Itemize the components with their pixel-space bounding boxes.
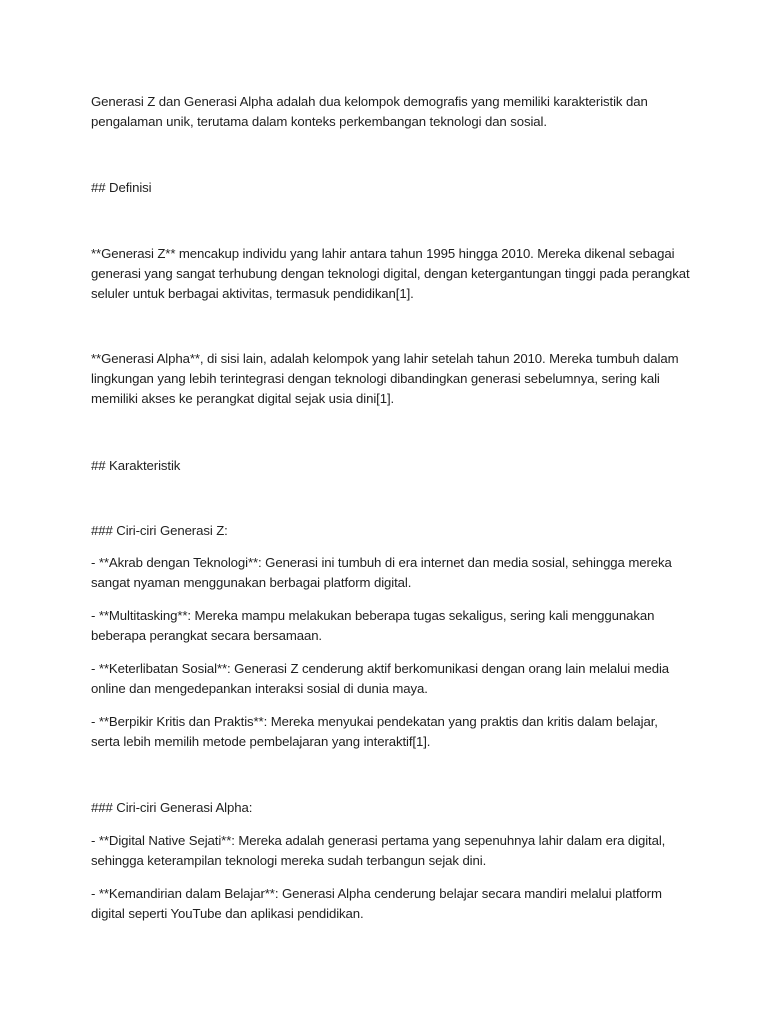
text-line: digital seperti YouTube dan aplikasi pendidikan. <box>91 906 364 921</box>
text-line: - **Berpikir Kritis dan Praktis**: Mereka menyukai pendekatan yang praktis dan kritis dalam belajar, <box>91 714 658 729</box>
text-line: - **Digital Native Sejati**: Mereka adalah generasi pertama yang sepenuhnya lahir dalam era digital, <box>91 833 666 848</box>
heading-karakteristik: ## Karakteristik <box>91 458 181 473</box>
text-line: **Generasi Alpha**, di sisi lain, adalah kelompok yang lahir setelah tahun 2010. Mereka tumbuh dalam <box>91 351 679 366</box>
text-line: beberapa perangkat secara bersamaan. <box>91 628 323 643</box>
text-line: pengalaman unik, terutama dalam konteks perkembangan teknologi dan sosial. <box>91 114 547 129</box>
text-line: - **Multitasking**: Mereka mampu melakukan beberapa tugas sekaligus, sering kali menggunakan <box>91 608 655 623</box>
text-line: Generasi Z dan Generasi Alpha adalah dua kelompok demografis yang memiliki karakteristik dan <box>91 94 648 109</box>
text-line: serta lebih memilih metode pembelajaran yang interaktif[1]. <box>91 734 431 749</box>
heading-ciri-generasi-alpha: ### Ciri-ciri Generasi Alpha: <box>91 800 253 815</box>
heading-ciri-generasi-z: ### Ciri-ciri Generasi Z: <box>91 523 228 538</box>
heading-definisi: ## Definisi <box>91 180 152 195</box>
text-line: sangat nyaman menggunakan berbagai platform digital. <box>91 575 412 590</box>
text-line: seluler untuk berbagai aktivitas, termasuk pendidikan[1]. <box>91 286 414 301</box>
text-line: memiliki akses ke perangkat digital sejak usia dini[1]. <box>91 391 395 406</box>
text-line: online dan mengedepankan interaksi sosial di dunia maya. <box>91 681 428 696</box>
text-line: **Generasi Z** mencakup individu yang lahir antara tahun 1995 hingga 2010. Mereka dikenal sebagai <box>91 246 675 261</box>
text-line: generasi yang sangat terhubung dengan teknologi digital, dengan ketergantungan tinggi pada perangkat <box>91 266 690 281</box>
text-line: sehingga keterampilan teknologi mereka sudah terbangun sejak dini. <box>91 853 487 868</box>
text-line: - **Akrab dengan Teknologi**: Generasi ini tumbuh di era internet dan media sosial, sehingga mereka <box>91 555 672 570</box>
text-line: lingkungan yang lebih terintegrasi dengan teknologi dibandingkan generasi sebelumnya, sering kali <box>91 371 660 386</box>
text-line: - **Kemandirian dalam Belajar**: Generasi Alpha cenderung belajar secara mandiri melalui platform <box>91 886 662 901</box>
text-line: - **Keterlibatan Sosial**: Generasi Z cenderung aktif berkomunikasi dengan orang lain melalui media <box>91 661 670 676</box>
